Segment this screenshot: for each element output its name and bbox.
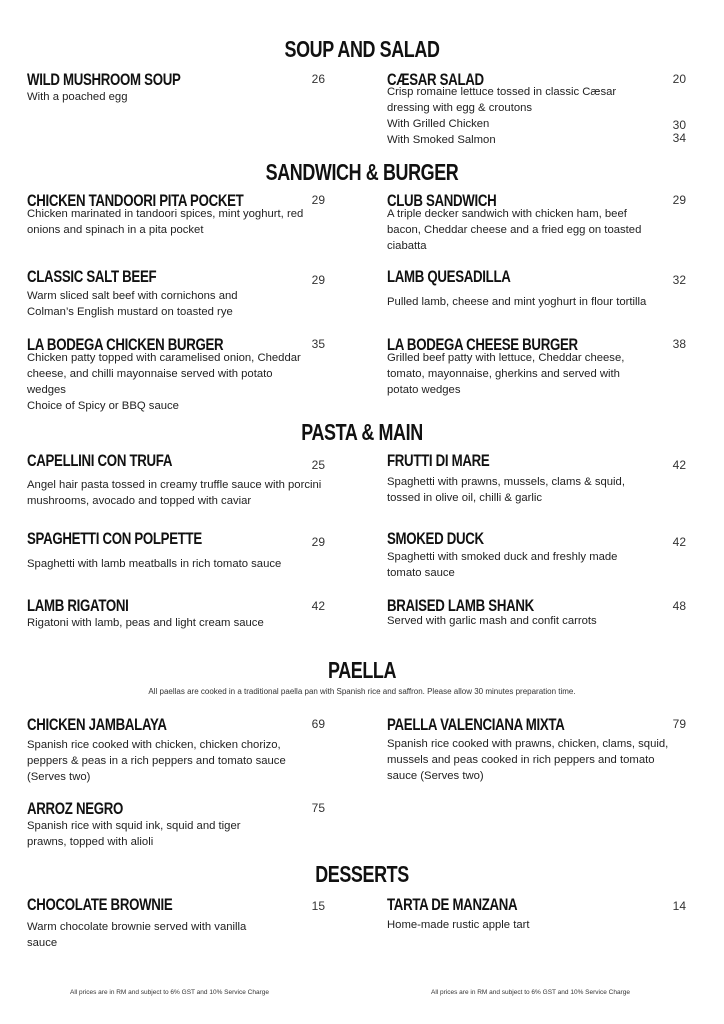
menu-item-braised-lamb-shank [387,597,687,629]
item-price: 29 [311,193,325,207]
item-option: With Smoked Salmon [387,134,496,146]
item-description: Spaghetti with lamb meatballs in rich tomato sauce [27,558,282,570]
item-price: 14 [672,899,686,913]
item-price: 42 [672,458,686,472]
section-title-desserts: DESSERTS [315,861,409,887]
menu-item-chicken-tandoori-pita [27,192,327,238]
menu-item-paella-valenciana-mixta [387,716,687,784]
item-description: Angel hair pasta tossed in creamy truffle sauce with porcini mushrooms, avocado and topped with caviar [27,479,322,507]
menu-item-lamb-rigatoni [27,597,327,631]
item-price: 29 [672,193,686,207]
item-name: CLUB SANDWICH [387,191,497,210]
item-price: 79 [672,717,686,731]
section-title-soup-salad: SOUP AND SALAD [284,36,440,62]
item-price: 26 [311,72,325,86]
menu-item-chocolate-brownie [27,896,327,951]
item-description: Crisp romaine lettuce tossed in classic Cæsar dressing with egg & croutons [387,86,617,114]
item-price: 75 [311,801,325,815]
item-description: Spaghetti with prawns, mussels, clams & squid, tossed in olive oil, chilli & garlic [387,476,625,504]
item-price: 38 [672,337,686,351]
item-description: Pulled lamb, cheese and mint yoghurt in flour tortilla [387,296,647,308]
footer-note-right: All prices are in RM and subject to 6% GST and 10% Service Charge [431,989,630,996]
footer-note-left: All prices are in RM and subject to 6% GST and 10% Service Charge [70,989,269,996]
item-description: With a poached egg [27,91,128,103]
item-description: Spaghetti with smoked duck and freshly made tomato sauce [387,551,618,579]
menu-item-club-sandwich [387,192,687,254]
item-option: With Grilled Chicken [387,118,490,130]
item-price: 35 [311,337,325,351]
menu-item-chicken-jambalaya [27,716,327,785]
menu-item-la-bodega-chicken-burger [27,336,327,414]
menu-item-wild-mushroom-soup [27,71,327,105]
item-note: Choice of Spicy or BBQ sauce [27,400,179,412]
item-name: CAPELLINI CON TRUFA [27,451,173,470]
section-title-sandwich-burger: SANDWICH & BURGER [265,159,459,185]
item-name: LA BODEGA CHEESE BURGER [387,335,578,354]
item-description: Served with garlic mash and confit carrots [387,615,597,627]
item-description: Spanish rice cooked with chicken, chicken chorizo, peppers & peas in a rich peppers and tomato sauce (Serves two) [27,739,286,783]
item-price: 69 [311,717,325,731]
item-description: Warm sliced salt beef with cornichons and Colman’s English mustard on toasted rye [27,290,238,318]
section-title-paella: PAELLA [327,657,397,683]
menu-item-tarta-de-manzana [387,896,687,933]
item-description: Grilled beef patty with lettuce, Cheddar cheese, tomato, mayonnaise, gherkins and served with potato wedges [387,352,625,396]
item-name: SPAGHETTI CON POLPETTE [27,529,202,548]
item-description: Chicken patty topped with caramelised onion, Cheddar cheese, and chilli mayonnaise served with potato wedges [27,352,301,396]
menu-item-spaghetti-con-polpette [27,530,327,572]
item-name: PAELLA VALENCIANA MIXTA [387,715,565,734]
menu-item-frutti-di-mare [387,452,687,506]
item-description: Spanish rice cooked with prawns, chicken, clams, squid, mussels and peas cooked in rich peppers and tomato sauce (Serves two) [387,738,669,782]
item-name: CLASSIC SALT BEEF [27,267,157,286]
item-name: BRAISED LAMB SHANK [387,596,534,615]
item-price: 32 [672,273,686,287]
item-price: 15 [311,899,325,913]
item-name: TARTA DE MANZANA [387,895,518,914]
item-name: LAMB RIGATONI [27,596,129,615]
item-description: Chicken marinated in tandoori spices, mint yoghurt, red onions and spinach in a pita pocket [27,208,304,236]
section-title-pasta-main: PASTA & MAIN [301,419,423,445]
item-description: Home-made rustic apple tart [387,919,530,931]
item-price: 42 [311,599,325,613]
menu-item-lamb-quesadilla [387,268,687,310]
menu-item-capellini-con-trufa [27,452,327,509]
item-price: 20 [672,72,686,86]
option-price: 30 [672,118,686,132]
menu-item-la-bodega-cheese-burger [387,336,687,398]
option-price: 34 [672,131,686,145]
item-name: CHICKEN JAMBALAYA [27,715,167,734]
item-name: WILD MUSHROOM SOUP [27,70,181,89]
item-price: 25 [311,458,325,472]
item-name: LAMB QUESADILLA [387,267,511,286]
item-name: FRUTTI DI MARE [387,451,490,470]
menu-item-smoked-duck [387,530,687,581]
item-name: LA BODEGA CHICKEN BURGER [27,335,224,354]
paella-note: All paellas are cooked in a traditional paella pan with Spanish rice and saffron. Please allow 30 minutes preparation time. [148,687,576,696]
item-price: 29 [311,273,325,287]
item-description: Rigatoni with lamb, peas and light cream sauce [27,617,264,629]
menu-item-caesar-salad [387,71,687,148]
item-name: ARROZ NEGRO [27,799,124,818]
item-name: CÆSAR SALAD [387,70,484,89]
item-price: 42 [672,535,686,549]
item-description: Spanish rice with squid ink, squid and tiger prawns, topped with alioli [27,820,241,848]
item-price: 48 [672,599,686,613]
item-price: 29 [311,535,325,549]
item-name: SMOKED DUCK [387,529,484,548]
item-description: Warm chocolate brownie served with vanilla sauce [27,921,247,949]
menu-item-classic-salt-beef [27,268,327,320]
item-name: CHOCOLATE BROWNIE [27,895,173,914]
item-name: CHICKEN TANDOORI PITA POCKET [27,191,244,210]
item-description: A triple decker sandwich with chicken ham, beef bacon, Cheddar cheese and a fried egg on toasted ciabatta [387,208,642,252]
menu-item-arroz-negro [27,800,327,850]
